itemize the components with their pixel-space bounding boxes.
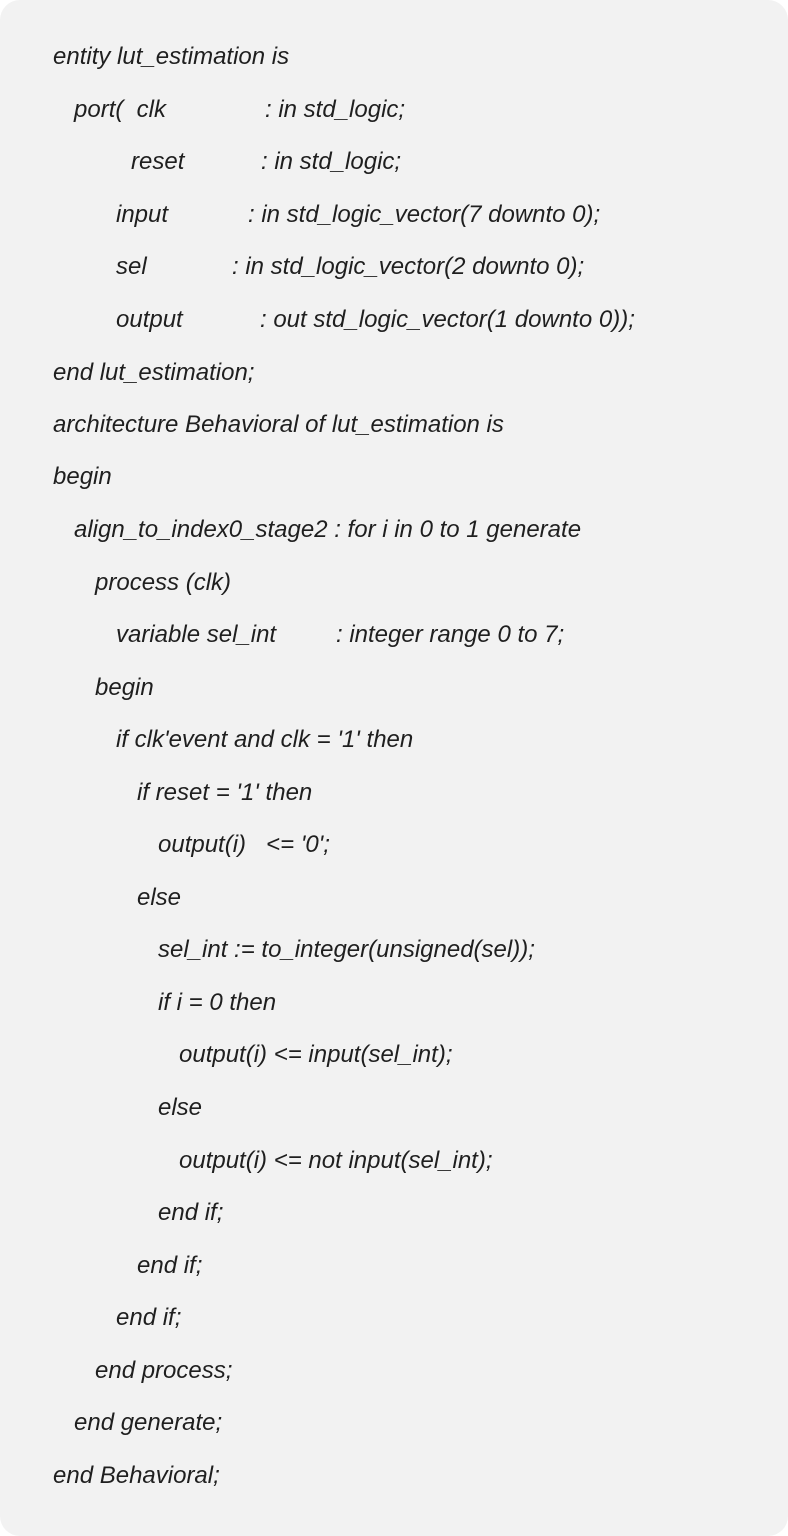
- code-line-port-sel: [116, 252, 584, 282]
- code-line-port-output: [116, 305, 635, 335]
- code-line-sel-int-assign: sel_int := to_integer(unsigned(sel));: [158, 936, 535, 963]
- code-line-end-if-clk: end if;: [116, 1304, 182, 1331]
- code-line-entity-declaration: entity lut_estimation is: [53, 43, 290, 70]
- port-output-type: : out std_logic_vector(1 downto 0));: [260, 306, 635, 333]
- code-line-port-clk: [74, 95, 405, 125]
- code-line-variable: [116, 620, 564, 650]
- code-line-if-reset: if reset = '1' then: [137, 779, 313, 806]
- port-clk-name: port( clk: [74, 96, 167, 123]
- code-line-end-process: end process;: [95, 1357, 233, 1384]
- code-line-if-clk-event: if clk'event and clk = '1' then: [116, 726, 414, 753]
- code-line-port-reset: [131, 147, 401, 177]
- port-output-name: output: [116, 306, 183, 333]
- code-line-output-input: output(i) <= input(sel_int);: [179, 1041, 453, 1068]
- code-line-else-i: else: [158, 1094, 203, 1121]
- code-line-end-architecture: end Behavioral;: [53, 1462, 220, 1489]
- port-reset-type: : in std_logic;: [261, 148, 402, 175]
- code-line-port-input: [116, 200, 600, 230]
- code-line-else-reset: else: [137, 884, 182, 911]
- port-clk-type: : in std_logic;: [265, 96, 406, 123]
- port-sel-type: : in std_logic_vector(2 downto 0);: [232, 253, 585, 280]
- variable-name: variable sel_int: [116, 621, 277, 648]
- port-input-type: : in std_logic_vector(7 downto 0);: [248, 201, 601, 228]
- code-line-generate: align_to_index0_stage2 : for i in 0 to 1 generate: [74, 516, 582, 543]
- code-line-end-if-i: end if;: [158, 1199, 224, 1226]
- code-line-end-if-reset: end if;: [137, 1252, 203, 1279]
- code-line-process-begin: begin: [95, 674, 154, 701]
- code-line-end-entity: end lut_estimation;: [53, 359, 255, 386]
- code-line-end-generate: end generate;: [74, 1409, 223, 1436]
- port-sel-name: sel: [116, 253, 147, 280]
- port-input-name: input: [116, 201, 169, 228]
- variable-type: : integer range 0 to 7;: [336, 621, 565, 648]
- port-reset-name: reset: [131, 148, 185, 175]
- code-line-output-reset: output(i) <= '0';: [158, 831, 330, 858]
- code-line-architecture: architecture Behavioral of lut_estimation is: [53, 411, 504, 438]
- code-line-architecture-begin: begin: [53, 463, 112, 490]
- code-line-process: process (clk): [95, 569, 232, 596]
- code-line-output-not-input: output(i) <= not input(sel_int);: [179, 1147, 493, 1174]
- code-line-if-i-zero: if i = 0 then: [158, 989, 277, 1016]
